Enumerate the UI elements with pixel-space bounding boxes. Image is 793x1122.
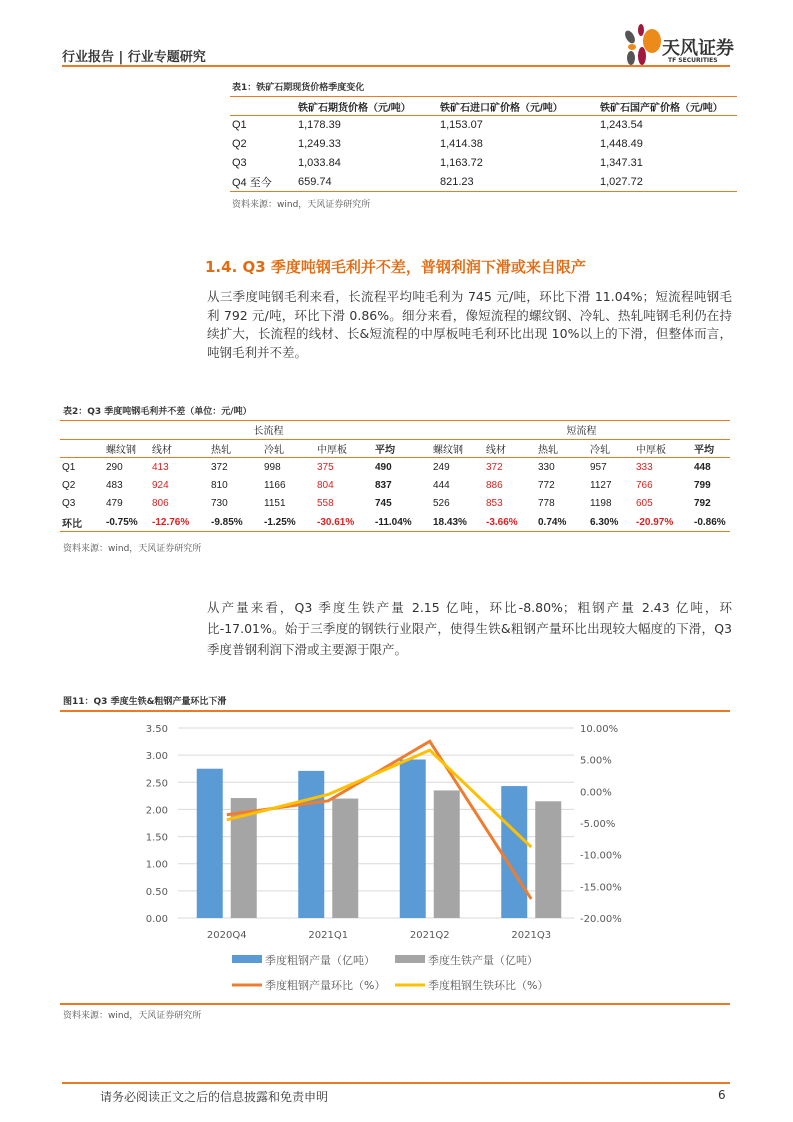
table-cell: 1166	[264, 479, 286, 491]
table-cell: -9.85%	[209, 513, 262, 532]
table-cell: -12.76%	[150, 513, 209, 532]
col-header: 铁矿石进口矿价格（元/吨）	[438, 97, 598, 116]
x-tick-label: 2021Q1	[308, 930, 349, 941]
table-cell: 1,249.33	[298, 138, 341, 150]
table-cell: 745	[375, 498, 392, 510]
col-header: 线材	[150, 439, 209, 458]
left-tick-label: 1.00	[145, 859, 168, 871]
bar-crude-steel	[197, 769, 223, 918]
table-cell: 924	[152, 479, 169, 491]
page-number: 6	[718, 1088, 726, 1102]
right-tick-label: 10.00%	[580, 724, 619, 735]
table-cell: Q1	[232, 119, 247, 132]
table-cell: 730	[211, 498, 228, 510]
section-heading: 1.4. Q3 季度吨钢毛利并不差，普钢利润下滑或来自限产	[205, 258, 586, 276]
table-cell: 444	[433, 479, 450, 491]
table-cell: 998	[264, 461, 281, 473]
x-tick-label: 2021Q3	[511, 930, 552, 941]
table-cell: 330	[538, 461, 555, 473]
table-cell: 605	[636, 498, 653, 510]
bar-crude-steel	[298, 771, 324, 918]
legend-swatch	[232, 955, 262, 963]
col-header: 热轧	[209, 439, 262, 458]
legend-swatch	[395, 955, 425, 963]
table2-caption: 表2：Q3 季度吨钢毛利并不差（单位：元/吨）	[63, 407, 252, 417]
line-pig-iron-qoq	[227, 750, 532, 847]
table-cell: 821.23	[438, 173, 598, 192]
table-cell: 479	[106, 498, 123, 510]
table-cell: 853	[486, 498, 503, 510]
col-header: 冷轧	[588, 439, 634, 458]
table-cell: -30.61%	[315, 513, 373, 532]
table-cell: 环比	[60, 513, 104, 532]
x-tick-label: 2020Q4	[206, 930, 247, 941]
table-cell: 810	[211, 479, 228, 491]
table-cell: 1,414.38	[440, 138, 483, 150]
table-cell: 806	[152, 498, 169, 510]
col-header: 热轧	[536, 439, 588, 458]
table-cell: 0.74%	[536, 513, 588, 532]
left-tick-label: 0.00	[145, 914, 168, 925]
chart-source: 资料来源：wind，天风证券研究所	[63, 1011, 202, 1021]
right-tick-label: 0.00%	[580, 787, 612, 799]
table-cell: 413	[152, 461, 169, 473]
table-cell: Q3	[62, 498, 76, 510]
col-header: 平均	[692, 439, 730, 458]
table-cell: 1127	[590, 479, 612, 491]
report-category: 行业报告 | 行业专题研究	[62, 50, 206, 65]
table-cell: 792	[694, 498, 711, 510]
logo-subtitle: TF SECURITIES	[668, 57, 718, 64]
table-cell: Q2	[232, 138, 247, 150]
col-header: 铁矿石国产矿价格（元/吨）	[598, 97, 737, 116]
right-tick-label: 5.00%	[580, 755, 612, 767]
table-cell: 18.43%	[431, 513, 484, 532]
table-cell: -0.75%	[104, 513, 150, 532]
chart-bottom-rule	[60, 1003, 730, 1005]
table-cell: 1,027.72	[598, 173, 737, 192]
right-tick-label: -15.00%	[580, 882, 622, 894]
table-cell: 886	[486, 479, 503, 491]
logo-name: 天风证券	[662, 38, 734, 59]
table-cell: 799	[694, 479, 711, 491]
x-tick-label: 2021Q2	[409, 930, 450, 941]
group-short-process: 短流程	[431, 421, 730, 440]
left-tick-label: 3.00	[145, 751, 168, 763]
table-cell: -3.66%	[484, 513, 536, 532]
right-tick-label: -5.00%	[580, 819, 616, 830]
table-cell: 957	[590, 461, 607, 473]
table-cell: 804	[317, 479, 334, 491]
table-cell: 483	[106, 479, 123, 491]
bar-pig-iron	[434, 790, 460, 918]
table-cell: 1,243.54	[600, 119, 643, 132]
table-cell: 766	[636, 479, 653, 491]
paragraph-margin: 从三季度吨钢毛利来看，长流程平均吨毛利为 745 元/吨，环比下滑 11.04%；短流程吨钢毛利 792 元/吨，环比下滑 0.86%。细分来看，像短流程的螺纹钢、冷轧、热轧吨钢毛利仍在持续扩大，长流程的线材、长&短流程的中厚板吨毛利环比出现 10%以上的下滑，但整体而言，吨钢毛利并不差。	[207, 289, 732, 360]
table1-source: 资料来源：wind，天风证券研究所	[232, 200, 371, 210]
col-header: 中厚板	[315, 439, 373, 458]
table-cell: 526	[433, 498, 450, 510]
col-header: 螺纹钢	[104, 439, 150, 458]
disclaimer: 请务必阅读正文之后的信息披露和免责申明	[100, 1090, 329, 1104]
table-cell: 1,153.07	[440, 119, 483, 132]
legend-label: 季度粗钢生铁环比（%）	[428, 979, 549, 992]
table-cell: 778	[538, 498, 555, 510]
table-cell: 1,347.31	[600, 157, 643, 169]
table-cell: 1,178.39	[298, 119, 341, 132]
legend-label: 季度生铁产量（亿吨）	[428, 954, 538, 967]
col-header: 中厚板	[634, 439, 692, 458]
col-header: 平均	[373, 439, 431, 458]
table-cell: Q4 至今	[230, 173, 296, 192]
table-cell: 333	[636, 461, 653, 473]
left-tick-label: 2.00	[145, 805, 168, 817]
table-cell: 290	[106, 461, 123, 473]
bar-pig-iron	[332, 799, 358, 918]
bar-pig-iron	[535, 801, 561, 918]
table-cell: -1.25%	[262, 513, 315, 532]
table-cell: 375	[317, 461, 334, 473]
table-cell: 6.30%	[588, 513, 634, 532]
table-cell: 558	[317, 498, 334, 510]
col-header: 铁矿石期货价格（元/吨）	[296, 97, 438, 116]
bar-crude-steel	[400, 759, 426, 918]
table-cell: 448	[694, 461, 711, 473]
table-cell: 1151	[264, 498, 286, 510]
table-cell: 372	[211, 461, 228, 473]
table-cell: 1,033.84	[298, 157, 341, 169]
table-cell: Q2	[62, 479, 76, 491]
table-cell: 659.74	[296, 173, 438, 192]
table-cell: 372	[486, 461, 503, 473]
table-cell: 249	[433, 461, 450, 473]
right-tick-label: -10.00%	[580, 850, 622, 862]
left-tick-label: 0.50	[145, 886, 168, 898]
col-header: 冷轧	[262, 439, 315, 458]
paragraph-output: 从产量来看，Q3 季度生铁产量 2.15 亿吨，环比-8.80%；粗钢产量 2.43 亿吨，环比-17.01%。始于三季度的钢铁行业限产，使得生铁&粗钢产量环比出现较大幅度的下滑，Q3 季度普钢利润下滑或主要源于限产。	[207, 600, 732, 657]
table-cell: 772	[538, 479, 555, 491]
table-cell: 1198	[590, 498, 612, 510]
table2-source: 资料来源：wind，天风证券研究所	[63, 544, 202, 554]
legend-label: 季度粗钢产量环比（%）	[265, 979, 386, 992]
group-long-process: 长流程	[104, 421, 431, 440]
table-cell: -0.86%	[692, 513, 730, 532]
col-header: 螺纹钢	[431, 439, 484, 458]
table-cell: Q3	[232, 157, 247, 169]
table-cell: 490	[375, 461, 392, 473]
table-cell: 837	[375, 479, 392, 491]
left-tick-label: 1.50	[145, 832, 168, 844]
col-header: 线材	[484, 439, 536, 458]
left-tick-label: 3.50	[145, 724, 168, 735]
table-cell: Q1	[62, 461, 76, 473]
left-tick-label: 2.50	[145, 778, 168, 790]
right-tick-label: -20.00%	[580, 914, 622, 925]
table-cell: 1,448.49	[600, 138, 643, 150]
footer-divider	[62, 1082, 730, 1084]
table-cell: 1,163.72	[440, 157, 483, 169]
table1-caption: 表1：铁矿石期现货价格季度变化	[232, 83, 365, 93]
table-cell: -20.97%	[634, 513, 692, 532]
bar-crude-steel	[501, 786, 527, 918]
legend-label: 季度粗钢产量（亿吨）	[265, 954, 375, 967]
table-cell: -11.04%	[373, 513, 431, 532]
line-crude-steel-qoq	[227, 741, 532, 899]
chart-title: 图11：Q3 季度生铁&粗钢产量环比下滑	[63, 697, 227, 707]
